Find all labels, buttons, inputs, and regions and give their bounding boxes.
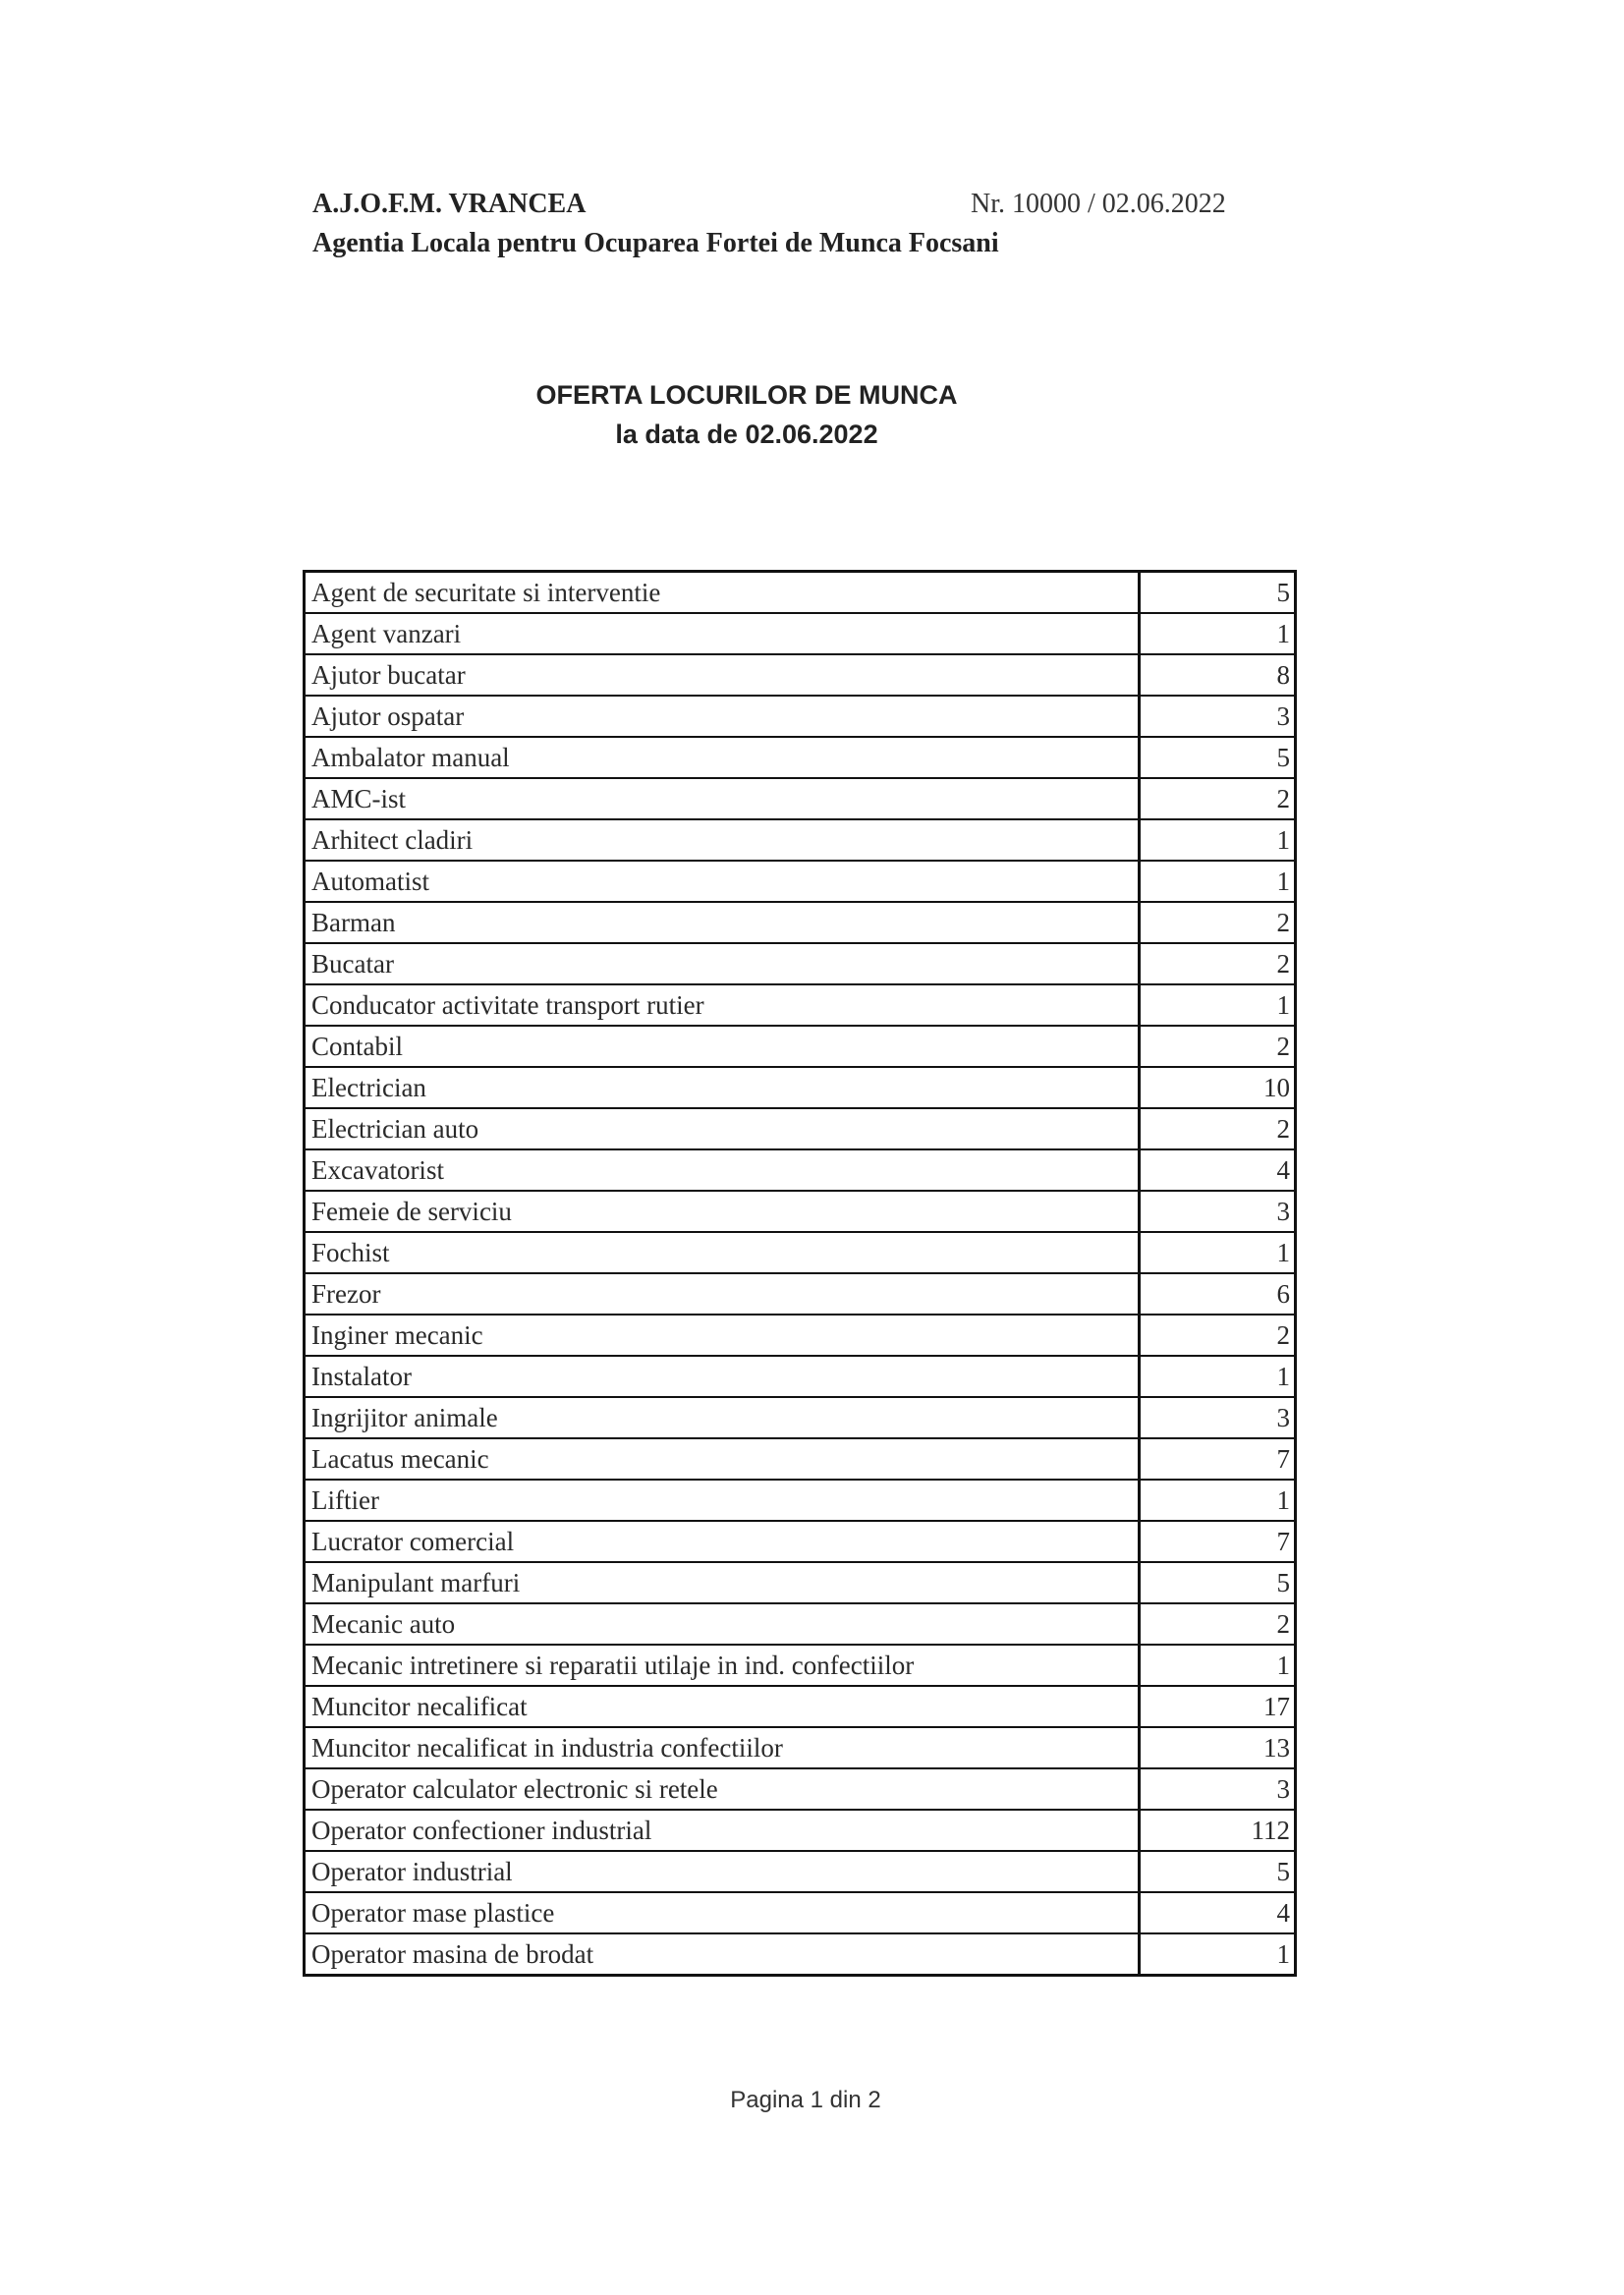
job-count-cell: 2 [1139, 1108, 1295, 1149]
agency-name: Agentia Locala pentru Ocuparea Fortei de Munca Focsani [312, 228, 999, 258]
table-row [305, 1851, 1296, 1892]
job-title-cell: Contabil [305, 1026, 1140, 1067]
job-count-cell: 13 [1139, 1727, 1295, 1768]
job-title-cell: Operator masina de brodat [305, 1933, 1140, 1976]
job-count-cell: 2 [1139, 1026, 1295, 1067]
table-row [305, 1768, 1296, 1810]
job-count-cell: 10 [1139, 1067, 1295, 1108]
job-count-cell: 1 [1139, 984, 1295, 1026]
table-row [305, 943, 1296, 984]
job-count-cell: 2 [1139, 1603, 1295, 1645]
table-row [305, 737, 1296, 778]
job-count-cell: 2 [1139, 1315, 1295, 1356]
table-row [305, 1521, 1296, 1562]
table-row [305, 1067, 1296, 1108]
job-title-cell: Electrician [305, 1067, 1140, 1108]
title-line-2: la data de 02.06.2022 [615, 420, 878, 449]
table-row [305, 1356, 1296, 1397]
table-row [305, 861, 1296, 902]
job-title-cell: Operator confectioner industrial [305, 1810, 1140, 1851]
job-title-cell: Operator industrial [305, 1851, 1140, 1892]
table-row [305, 1562, 1296, 1603]
job-title-cell: Mecanic auto [305, 1603, 1140, 1645]
job-title-cell: Frezor [305, 1273, 1140, 1315]
table-row [305, 1315, 1296, 1356]
job-title-cell: Ajutor ospatar [305, 696, 1140, 737]
job-count-cell: 3 [1139, 1191, 1295, 1232]
table-row [305, 654, 1296, 696]
table-row [305, 696, 1296, 737]
table-row [305, 613, 1296, 654]
job-title-cell: Ingrijitor animale [305, 1397, 1140, 1438]
job-title-cell: Femeie de serviciu [305, 1191, 1140, 1232]
job-count-cell: 4 [1139, 1892, 1295, 1933]
reference-number: Nr. 10000 / 02.06.2022 [971, 189, 1226, 219]
jobs-table [303, 570, 1297, 1977]
table-row [305, 1810, 1296, 1851]
job-count-cell: 2 [1139, 778, 1295, 819]
job-title-cell: Ambalator manual [305, 737, 1140, 778]
job-title-cell: Inginer mecanic [305, 1315, 1140, 1356]
job-title-cell: Muncitor necalificat in industria confectiilor [305, 1727, 1140, 1768]
table-row [305, 1480, 1296, 1521]
job-title-cell: Ajutor bucatar [305, 654, 1140, 696]
job-title-cell: Manipulant marfuri [305, 1562, 1140, 1603]
job-count-cell: 5 [1139, 737, 1295, 778]
page-number: Pagina 1 din 2 [730, 2087, 881, 2113]
job-count-cell: 3 [1139, 1768, 1295, 1810]
job-count-cell: 1 [1139, 1480, 1295, 1521]
table-row [305, 572, 1296, 614]
table-row [305, 819, 1296, 861]
job-count-cell: 4 [1139, 1149, 1295, 1191]
job-title-cell: Automatist [305, 861, 1140, 902]
table-row [305, 778, 1296, 819]
table-row [305, 1232, 1296, 1273]
job-title-cell: Lacatus mecanic [305, 1438, 1140, 1480]
job-title-cell: Lucrator comercial [305, 1521, 1140, 1562]
table-row [305, 1438, 1296, 1480]
job-title-cell: Liftier [305, 1480, 1140, 1521]
table-row [305, 902, 1296, 943]
job-count-cell: 7 [1139, 1521, 1295, 1562]
org-name: A.J.O.F.M. VRANCEA [312, 189, 587, 219]
job-title-cell: Arhitect cladiri [305, 819, 1140, 861]
job-title-cell: Operator mase plastice [305, 1892, 1140, 1933]
header-left [312, 185, 999, 263]
job-title-cell: Muncitor necalificat [305, 1686, 1140, 1727]
table-row [305, 1603, 1296, 1645]
job-count-cell: 6 [1139, 1273, 1295, 1315]
table-row [305, 1026, 1296, 1067]
job-count-cell: 1 [1139, 861, 1295, 902]
table-row [305, 1149, 1296, 1191]
job-count-cell: 1 [1139, 613, 1295, 654]
title-line-1: OFERTA LOCURILOR DE MUNCA [535, 380, 958, 410]
job-count-cell: 2 [1139, 902, 1295, 943]
table-row [305, 1397, 1296, 1438]
job-title-cell: AMC-ist [305, 778, 1140, 819]
job-count-cell: 1 [1139, 1232, 1295, 1273]
table-row [305, 1727, 1296, 1768]
table-row [305, 1892, 1296, 1933]
job-count-cell: 8 [1139, 654, 1295, 696]
job-count-cell: 1 [1139, 819, 1295, 861]
job-count-cell: 17 [1139, 1686, 1295, 1727]
job-count-cell: 1 [1139, 1933, 1295, 1976]
job-count-cell: 3 [1139, 696, 1295, 737]
job-count-cell: 1 [1139, 1645, 1295, 1686]
table-row [305, 1108, 1296, 1149]
job-title-cell: Conducator activitate transport rutier [305, 984, 1140, 1026]
job-count-cell: 112 [1139, 1810, 1295, 1851]
job-title-cell: Mecanic intretinere si reparatii utilaje in ind. confectiilor [305, 1645, 1140, 1686]
table-row [305, 1191, 1296, 1232]
table-row [305, 984, 1296, 1026]
job-count-cell: 7 [1139, 1438, 1295, 1480]
job-count-cell: 5 [1139, 1562, 1295, 1603]
job-title-cell: Operator calculator electronic si retele [305, 1768, 1140, 1810]
job-title-cell: Bucatar [305, 943, 1140, 984]
table-row [305, 1273, 1296, 1315]
job-count-cell: 3 [1139, 1397, 1295, 1438]
document-title [0, 375, 1493, 454]
job-title-cell: Agent vanzari [305, 613, 1140, 654]
job-count-cell: 5 [1139, 572, 1295, 614]
jobs-table-body [305, 572, 1296, 1976]
job-title-cell: Barman [305, 902, 1140, 943]
table-row [305, 1933, 1296, 1976]
job-count-cell: 5 [1139, 1851, 1295, 1892]
table-row [305, 1686, 1296, 1727]
job-title-cell: Electrician auto [305, 1108, 1140, 1149]
job-count-cell: 1 [1139, 1356, 1295, 1397]
job-title-cell: Excavatorist [305, 1149, 1140, 1191]
job-title-cell: Agent de securitate si interventie [305, 572, 1140, 614]
job-title-cell: Fochist [305, 1232, 1140, 1273]
table-row [305, 1645, 1296, 1686]
job-title-cell: Instalator [305, 1356, 1140, 1397]
job-count-cell: 2 [1139, 943, 1295, 984]
